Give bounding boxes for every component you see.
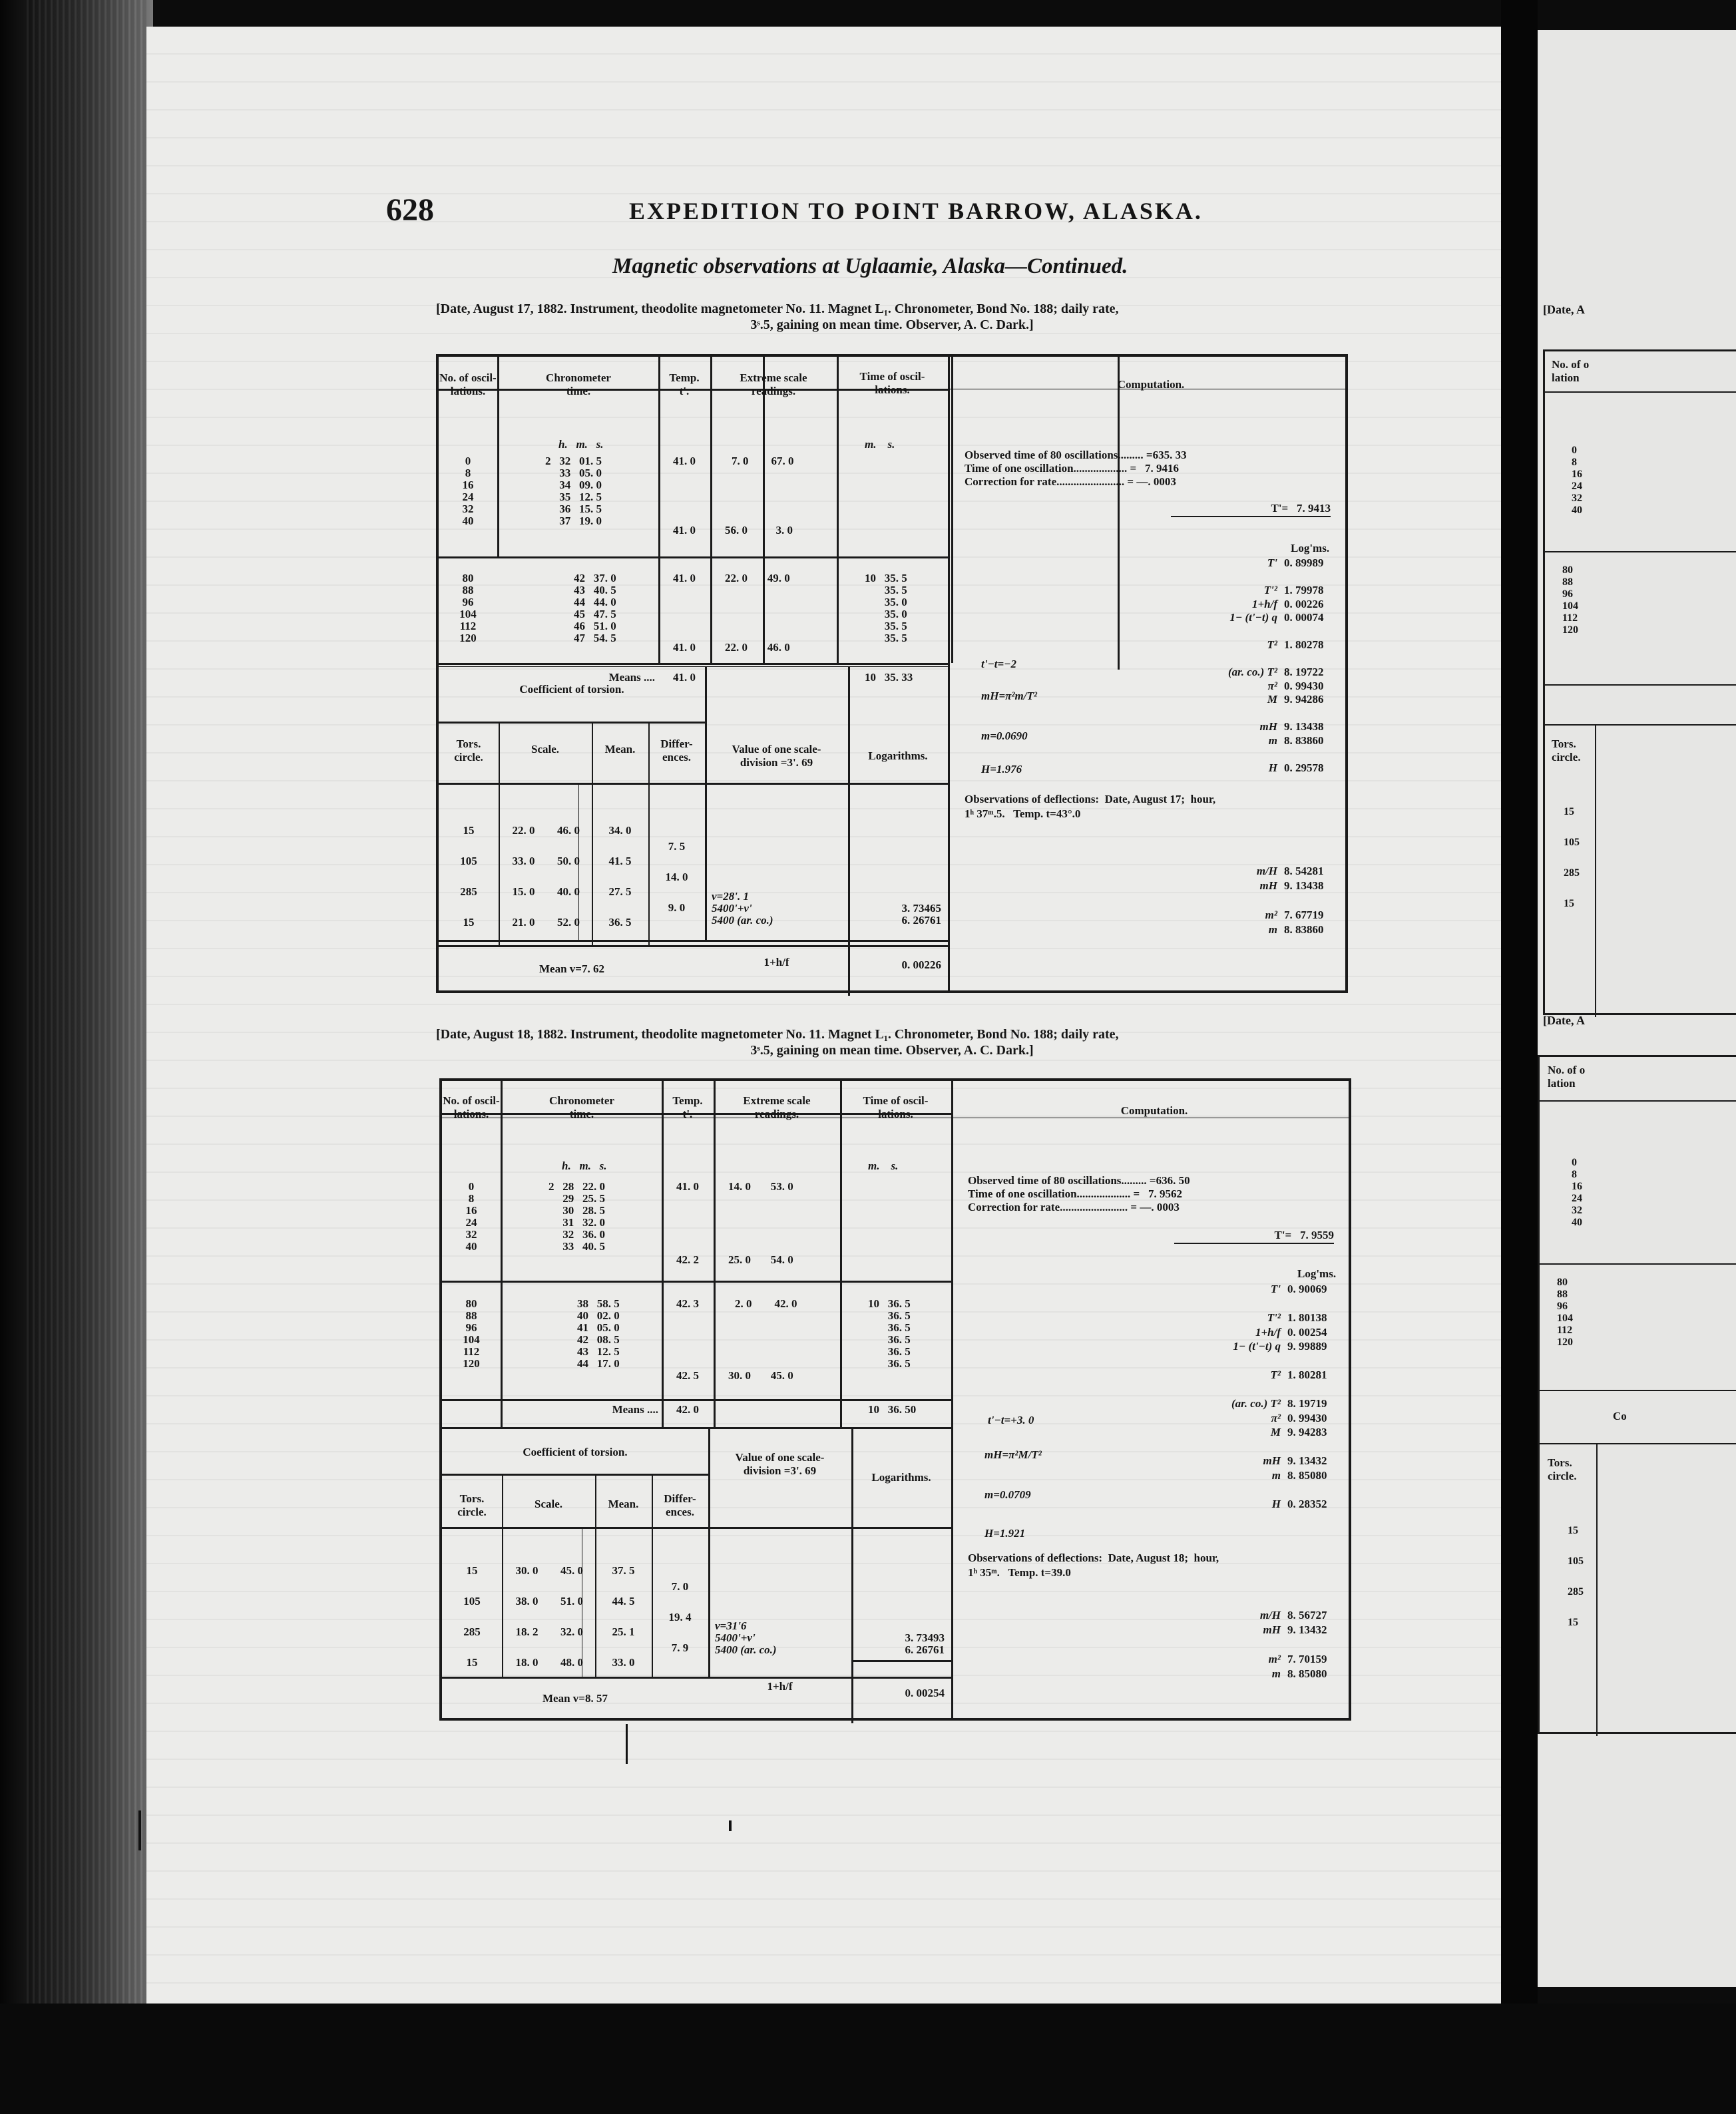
next-osc-a-1: 0 8 16 24 32 40: [1572, 445, 1582, 516]
book-gutter: [1501, 0, 1538, 2114]
obs1-diff-values: 7. 5 14. 0 9. 0: [665, 840, 688, 914]
next-coef-2: Co: [1613, 1410, 1627, 1422]
obs2-temp-b1: 42. 3: [676, 1297, 699, 1310]
obs1-scale-head: Scale.: [531, 743, 560, 755]
obs1-mean-values: 34. 0 41. 5 27. 5 36. 5: [608, 824, 632, 929]
obs2-mean-v: Mean v=8. 57: [542, 1692, 608, 1705]
obs2-t-minus: t'−t=+3. 0: [988, 1414, 1034, 1426]
obs2-tors-head: Tors. circle.: [457, 1492, 487, 1518]
obs2-diff-values: 7. 0 19. 4 7. 9: [668, 1580, 692, 1654]
obs1-scale-b: 46. 0 50. 0 40. 0 52. 0: [557, 824, 580, 929]
obs1-chron-a: 2 32 01. 5 33 05. 0 34 09. 0 35 12. 5 36 15. 5 37 19. 0: [545, 455, 602, 527]
obs2-mean-head: Mean.: [608, 1498, 639, 1510]
obs1-head-timeosc: Time of oscil- lations.: [859, 370, 925, 396]
obs1-log-labels: T' T'² 1+h/f 1− (t'−t) q T² (ar. co.) T² π² M mH m H: [1227, 556, 1277, 774]
obs1-logs-head: Logarithms.: [868, 749, 928, 762]
obs1-means-label: Means ....: [608, 671, 655, 684]
obs1-tprime: T'= 7. 9413: [1171, 502, 1331, 517]
obs2-hms: h. m. s.: [562, 1160, 607, 1172]
next-osc-b-2: 80 88 96 104 112 120: [1557, 1277, 1573, 1348]
obs1-deflection: Observations of deflections: Date, August 17; hour, 1ʰ 37ᵐ.5. Temp. t=43°.0: [965, 793, 1216, 820]
obs2-m-value: m=0.0709: [984, 1488, 1031, 1501]
book-spine: [0, 0, 153, 2114]
obs1-v-formula: v=28'. 1 5400'+v' 5400 (ar. co.): [712, 890, 773, 927]
obs1-scale-a: 22. 0 33. 0 15. 0 21. 0: [512, 824, 535, 929]
scan-mark: [138, 1810, 141, 1850]
spine-page-edges: [27, 0, 146, 2114]
obs1-timeosc-mean: 10 35. 33: [865, 671, 913, 684]
next-osc-a-2: 0 8 16 24 32 40: [1572, 1157, 1582, 1228]
obs1-H-value: H=1.976: [981, 763, 1022, 775]
obs2-hf-label: 1+h/f: [767, 1680, 793, 1693]
obs1-coef-head: Coefficient of torsion.: [519, 683, 624, 696]
obs1-temp-mean: 41. 0: [673, 671, 696, 684]
next-caption-2: [Date, A: [1543, 1014, 1585, 1027]
table-title: Magnetic observations at Uglaamie, Alaska—Continued.: [612, 254, 1128, 278]
obs1-temp-b1: 41. 0: [673, 572, 696, 584]
obs2-tprime: T'= 7. 9559: [1174, 1229, 1334, 1244]
obs2-caption-line2: 3ˢ.5, gaining on mean time. Observer, A. C. Dark.]: [750, 1043, 1034, 1058]
obs1-hms: h. m. s.: [558, 438, 604, 451]
obs1-rate-corr: Correction for rate........................ = —. 0003: [965, 475, 1176, 488]
obs1-head-computation: Computation.: [1117, 378, 1185, 391]
obs1-mean-v: Mean v=7. 62: [539, 962, 604, 975]
obs1-defl-labels: m/H mH m² m: [1256, 865, 1277, 936]
obs1-head-extreme: Extreme scale readings.: [740, 371, 807, 397]
obs2-tors-values: 15 105 285 15: [463, 1564, 481, 1669]
obs1-observed: Observed time of 80 oscillations......... =635. 33: [965, 449, 1187, 461]
obs2-head-chron: Chronometer time.: [549, 1094, 614, 1120]
obs1-caption-line1: [Date, August 17, 1882. Instrument, theodolite magnetometer No. 11. Magnet L₁. Chronometer, Bond No. 188; daily rate,: [436, 302, 1119, 316]
obs1-caption-line2: 3ˢ.5, gaining on mean time. Observer, A. C. Dark.]: [750, 317, 1034, 332]
obs2-logs-head: Logarithms.: [871, 1471, 931, 1484]
obs2-ms: m. s.: [868, 1160, 899, 1172]
scan-mark: [729, 1820, 732, 1831]
obs1-m-value: m=0.0690: [981, 730, 1028, 742]
obs2-osc-a: 0 8 16 24 32 40: [465, 1180, 477, 1253]
obs1-ms: m. s.: [865, 438, 895, 451]
obs2-temp-mean: 42. 0: [676, 1403, 699, 1416]
obs2-chron-a: 2 28 22. 0 29 25. 5 30 28. 5 31 32. 0 32 36. 0 33 40. 5: [548, 1180, 605, 1253]
obs1-head-temp: Temp. t'.: [669, 371, 700, 397]
obs1-temp-a1: 41. 0: [673, 455, 696, 467]
obs2-hf-log: 0. 00254: [905, 1687, 945, 1699]
obs1-table: [436, 354, 1348, 993]
obs2-one-osc: Time of one oscillation................... = 7. 9562: [968, 1187, 1182, 1200]
next-page-fragment: [1538, 30, 1736, 1987]
obs1-mean-head: Mean.: [604, 743, 636, 755]
obs1-logms: Log'ms.: [1291, 542, 1330, 554]
obs1-v-logs: 3. 73465 6. 26761: [901, 902, 941, 927]
obs1-value-head: Value of one scale- division =3'. 69: [732, 743, 821, 769]
obs1-timeosc: 10 35. 5 35. 5 35. 0 35. 0 35. 5 35. 5: [865, 572, 907, 644]
next-head-2: No. of o lation: [1548, 1064, 1586, 1090]
obs2-logms: Log'ms.: [1297, 1267, 1337, 1280]
next-caption-1: [Date, A: [1543, 303, 1585, 316]
obs1-chron-b: 42 37. 0 43 40. 5 44 44. 0 45 47. 5 46 51. 0 47 54. 5: [574, 572, 616, 644]
obs1-osc-a: 0 8 16 24 32 40: [462, 455, 474, 527]
running-title: EXPEDITION TO POINT BARROW, ALASKA.: [629, 198, 1203, 224]
obs1-temp-a2: 41. 0: [673, 524, 696, 536]
obs1-tors-values: 15 105 285 15: [460, 824, 477, 929]
obs2-scale-b: 45. 0 51. 0 32. 0 48. 0: [560, 1564, 583, 1669]
obs2-ext-b1: 2. 0 42. 0: [735, 1297, 797, 1310]
obs2-temp-b2: 42. 5: [676, 1369, 699, 1382]
obs2-log-values: 0. 90069 1. 80138 0. 00254 9. 99889 1. 80281 8. 19719 0. 99430 9. 94283 9. 13432 8. 85080 0. 28352: [1287, 1283, 1327, 1510]
obs2-temp-a1: 41. 0: [676, 1180, 699, 1193]
obs1-hf-label: 1+h/f: [763, 956, 789, 968]
obs2-log-labels: T' T'² 1+h/f 1− (t'−t) q T² (ar. co.) T² π² M mH m H: [1231, 1283, 1281, 1510]
next-tors-head-1: Tors. circle.: [1552, 738, 1581, 763]
obs1-ext-a1: 7. 0 67. 0: [732, 455, 794, 467]
obs2-osc-b: 80 88 96 104 112 120: [463, 1297, 480, 1370]
obs1-diff-head: Differ- ences.: [660, 738, 693, 763]
obs2-rate-corr: Correction for rate........................ = —. 0003: [968, 1201, 1180, 1213]
obs2-scale-head: Scale.: [534, 1498, 563, 1510]
obs2-deflection: Observations of deflections: Date, August 18; hour, 1ʰ 35ᵐ. Temp. t=39.0: [968, 1552, 1219, 1579]
obs2-caption: [436, 1026, 1348, 1058]
obs2-head-extreme: Extreme scale readings.: [743, 1094, 811, 1120]
obs2-head-computation: Computation.: [1120, 1104, 1188, 1117]
obs2-scale-a: 30. 0 38. 0 18. 2 18. 0: [515, 1564, 539, 1669]
obs1-log-values: 0. 89989 1. 79978 0. 00226 0. 00074 1. 80278 8. 19722 0. 99430 9. 94286 9. 13438 8. 83860 0. 29578: [1284, 556, 1324, 774]
obs1-head-chron: Chronometer time.: [546, 371, 611, 397]
obs2-H-value: H=1.921: [984, 1527, 1026, 1540]
obs2-defl-labels: m/H mH m² m: [1259, 1609, 1281, 1680]
obs1-osc-b: 80 88 96 104 112 120: [459, 572, 477, 644]
next-table-1: [1543, 349, 1736, 1015]
obs2-head-osc: No. of oscil- lations.: [443, 1094, 500, 1120]
obs2-head-timeosc: Time of oscil- lations.: [863, 1094, 929, 1120]
obs2-value-head: Value of one scale- division =3'. 69: [735, 1451, 825, 1477]
next-table-2: [1538, 1055, 1736, 1734]
obs2-defl-values: 8. 56727 9. 13432 7. 70159 8. 85080: [1287, 1609, 1327, 1680]
obs2-ext-b2: 30. 0 45. 0: [728, 1369, 793, 1382]
obs2-v-formula: v=31'6 5400'+v' 5400 (ar. co.): [715, 1619, 777, 1656]
obs2-diff-head: Differ- ences.: [664, 1492, 696, 1518]
next-tors-vals-1: 15 105 285 15: [1564, 806, 1580, 909]
next-head-1: No. of o lation: [1552, 358, 1590, 384]
next-tors-vals-2: 15 105 285 15: [1568, 1525, 1584, 1628]
obs2-v-logs: 3. 73493 6. 26761: [905, 1631, 945, 1656]
obs2-table: [439, 1078, 1351, 1721]
obs1-mH-formula: mH=π²m/T²: [981, 690, 1037, 702]
obs2-head-temp: Temp. t'.: [672, 1094, 703, 1120]
obs2-coef-head: Coefficient of torsion.: [523, 1446, 628, 1458]
obs1-ext-b2: 22. 0 46. 0: [725, 641, 790, 654]
page-number: 628: [386, 192, 434, 228]
obs1-one-osc: Time of one oscillation................... = 7. 9416: [965, 462, 1179, 475]
obs2-observed: Observed time of 80 oscillations......... =636. 50: [968, 1174, 1190, 1187]
obs2-caption-line1: [Date, August 18, 1882. Instrument, theodolite magnetometer No. 11. Magnet L₁. Chronometer, Bond No. 188; daily rate,: [436, 1027, 1119, 1042]
obs1-tors-head: Tors. circle.: [454, 738, 483, 763]
obs1-caption: [436, 301, 1348, 333]
obs1-defl-values: 8. 54281 9. 13438 7. 67719 8. 83860: [1284, 865, 1324, 936]
obs1-ext-b1: 22. 0 49. 0: [725, 572, 790, 584]
next-osc-b-1: 80 88 96 104 112 120: [1562, 564, 1578, 636]
obs2-mean-values: 37. 5 44. 5 25. 1 33. 0: [612, 1564, 635, 1669]
obs2-timeosc-mean: 10 36. 50: [868, 1403, 917, 1416]
obs2-means-label: Means ....: [612, 1403, 658, 1416]
obs1-head-osc: No. of oscil- lations.: [439, 371, 497, 397]
next-tors-head-2: Tors. circle.: [1548, 1456, 1577, 1482]
obs2-timeosc: 10 36. 5 36. 5 36. 5 36. 5 36. 5 36. 5: [868, 1297, 911, 1370]
obs2-ext-a2: 25. 0 54. 0: [728, 1253, 793, 1266]
scan-border: [0, 2004, 1736, 2114]
obs2-ext-a1: 14. 0 53. 0: [728, 1180, 793, 1193]
obs1-hf-log: 0. 00226: [901, 958, 941, 971]
scan-mark: [626, 1724, 628, 1764]
obs2-mH-formula: mH=π²M/T²: [984, 1448, 1042, 1461]
obs2-temp-a2: 42. 2: [676, 1253, 699, 1266]
obs1-temp-b2: 41. 0: [673, 641, 696, 654]
obs1-ext-a2: 56. 0 3. 0: [725, 524, 793, 536]
obs1-t-minus: t'−t=−2: [981, 658, 1016, 670]
obs2-chron-b: 38 58. 5 40 02. 0 41 05. 0 42 08. 5 43 12. 5 44 17. 0: [577, 1297, 620, 1370]
